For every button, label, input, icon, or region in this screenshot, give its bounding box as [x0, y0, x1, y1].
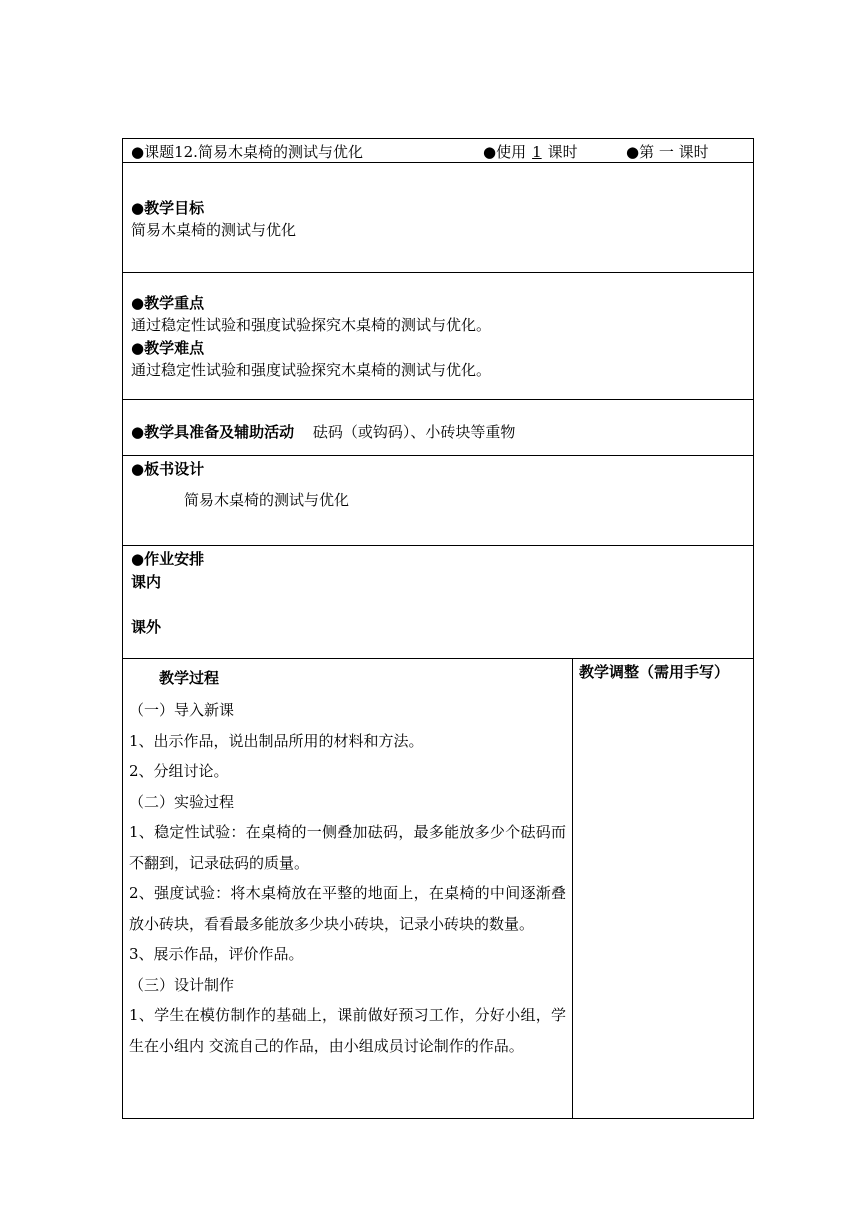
use-suffix: 课时: [547, 143, 578, 161]
homework-in-class: 课内: [131, 573, 162, 591]
difficulty-text: 通过稳定性试验和强度试验探究木桌椅的测试与优化。: [131, 361, 492, 379]
process-line: （三）设计制作: [129, 975, 235, 994]
objectives-text: 简易木桌椅的测试与优化: [131, 221, 297, 239]
adjust-title: 教学调整（需用手写）: [579, 663, 730, 681]
process-line: 1、出示作品，说出制品所用的材料和方法。: [129, 731, 424, 750]
materials-row: [122, 399, 754, 455]
objectives-label: ●教学目标: [131, 199, 205, 217]
process-line: 1、稳定性试验：在桌椅的一侧叠加砝码，最多能放多少个砝码而不翻到，记录砝码的质量。: [129, 823, 566, 872]
homework-label: ●作业安排: [131, 550, 205, 568]
process-line: 3、展示作品，评价作品。: [129, 945, 304, 963]
key-points-label: ●教学重点: [131, 294, 205, 312]
process-row: [122, 658, 754, 1119]
key-points-row: [122, 272, 754, 399]
homework-out-class: 课外: [131, 618, 162, 636]
process-line: （二）实验过程: [129, 792, 235, 811]
board-label: ●板书设计: [131, 460, 205, 478]
use-count: 1: [532, 143, 542, 161]
use-prefix: ●使用: [483, 143, 527, 161]
materials-text: 砝码（或钩码）、小砖块等重物: [312, 423, 516, 441]
adjust-column: [573, 659, 753, 1118]
use-hours: [483, 141, 578, 162]
objectives-row: [122, 162, 754, 272]
board-text: 简易木桌椅的测试与优化: [184, 491, 350, 509]
board-row: [122, 455, 754, 545]
materials-line: [131, 421, 745, 443]
title-row: [122, 138, 754, 162]
homework-row: [122, 545, 754, 658]
process-column: [123, 659, 573, 1118]
process-line: 2、分组讨论。: [129, 762, 229, 780]
process-title: 教学过程: [159, 669, 220, 687]
difficulty-label: ●教学难点: [131, 339, 205, 357]
process-line: 1、学生在模仿制作的基础上，课前做好预习工作，分好小组，学生在小组内 交流自己的作品，由小组成员讨论制作的作品。: [129, 1006, 566, 1055]
process-line: （一）导入新课: [129, 701, 235, 719]
topic-label: ●课题: [131, 143, 175, 161]
materials-label: ●教学具准备及辅助活动: [131, 423, 295, 441]
process-line: 2、强度试验：将木桌椅放在平整的地面上，在桌椅的中间逐渐叠放小砖块，看看最多能放多少块小砖块，记录小砖块的数量。: [129, 884, 566, 933]
topic-text: 12.简易木桌椅的测试与优化: [174, 143, 363, 161]
lesson-plan-table: [122, 138, 754, 1119]
topic: [131, 141, 363, 162]
period-label: ●第 一 课时: [626, 143, 709, 161]
key-points-text: 通过稳定性试验和强度试验探究木桌椅的测试与优化。: [131, 316, 492, 334]
